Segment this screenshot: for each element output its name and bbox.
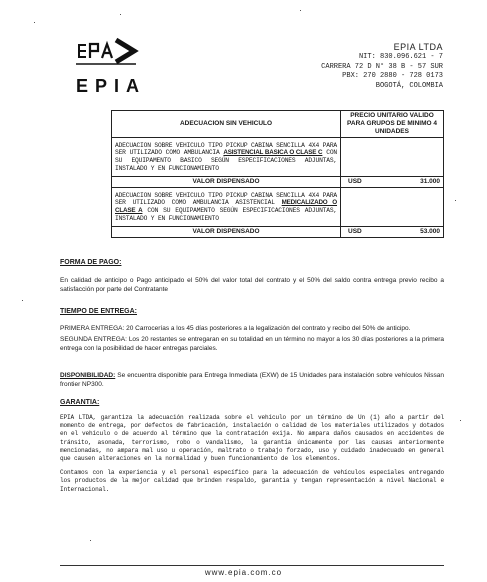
- scan-speck: [90, 540, 91, 541]
- warranty-closing: Contamos con la experiencia y el personal específico para la adecuación de vehículos especiales entregando los productos de la mejor calidad que brinden respaldo, garantía y tengan representación a nivel Nacional e Internacional.: [60, 469, 444, 493]
- table-header-precio: PRECIO UNITARIO VALIDO PARA GRUPOS DE MINIMO 4 UNIDADES: [341, 111, 444, 138]
- table-row: [112, 188, 444, 227]
- value-label: VALOR DISPENSADO: [112, 227, 341, 238]
- scan-speck: [460, 420, 461, 421]
- delivery-second: SEGUNDA ENTREGA: Los 20 restantes se entregaran en su totalidad en un término no mayor a los 30 días posteriores a la primera entrega con la posibilidad de hacer entregas parciales.: [60, 336, 444, 352]
- table-row: [112, 177, 444, 188]
- company-name: EPIA LTDA: [393, 42, 443, 52]
- footer-website: www.epia.com.co: [204, 568, 283, 577]
- availability-text: Se encuentra disponible para Entrega Inmediata (EXW) de 15 Unidades para instalación sobre vehículos Nissan frontier NP300.: [60, 372, 444, 388]
- row-description: ADECUACION SOBRE VEHICULO TIPO PICKUP CABINA SENCILLA 4X4 PARA SER UTILIZADO COMO AMBULANCIA ASISTENCIAL BASICA O CLASE C CON SU EQUIPAMENTO BASICO SEGÚN ESPECIFICACIONES ADJUNTAS, INSTALADO Y EN FUNCIONAMIENTO: [112, 138, 341, 177]
- company-city: BOGOTÁ, COLOMBIA: [375, 81, 443, 90]
- company-address: CARRERA 72 D N° 38 B - 57 SUR: [321, 62, 443, 71]
- quote-table: [111, 110, 444, 238]
- delivery-section: [60, 307, 444, 353]
- company-phone: PBX: 270 2880 - 728 0173: [342, 72, 443, 80]
- warranty-section: [60, 398, 444, 494]
- row-emphasis: ASISTENCIAL BASICA O CLASE C: [223, 149, 323, 157]
- delivery-heading: TIEMPO DE ENTREGA:: [60, 308, 138, 315]
- table-header-row: [112, 111, 444, 138]
- row-emphasis: MEDICALIZADO O CLASE A: [115, 199, 338, 214]
- table-row: [112, 138, 444, 177]
- value-amount: USD 53.000: [341, 227, 444, 238]
- table-row: [112, 227, 444, 238]
- payment-text: En calidad de anticipo o Pago anticipado el 50% del valor total del contrato y el 50% del saldo contra entrega previo recibo a satisfacción por parte del Contratante: [60, 277, 444, 293]
- scan-speck: [22, 300, 23, 301]
- footer-divider: [60, 565, 444, 566]
- company-nit: NIT: 830.096.621 - 7: [358, 53, 443, 61]
- scan-speck: [300, 10, 301, 11]
- table-header-adecuacion: ADECUACION SIN VEHICULO: [112, 111, 341, 138]
- logo-wordmark: EPIA: [76, 76, 147, 96]
- warranty-heading: GARANTIA:: [60, 399, 100, 406]
- value-amount: USD 31.000: [341, 177, 444, 188]
- availability-section: [60, 371, 444, 389]
- scan-speck: [34, 22, 35, 23]
- payment-section: [60, 258, 444, 294]
- delivery-first: PRIMERA ENTREGA: 20 Carrocerías a los 45 días posteriores a la legalización del contrato y recibo del 50% de anticipo.: [60, 325, 411, 332]
- warranty-text: EPIA LTDA, garantiza la adecuación realizada sobre el vehículo por un término de Un (1) año a partir del momento de entrega, por defectos de fabricación, instalación o calidad de los materiales utilizados y dotados en el vehículo o de acuerdo al término que la contratación exija. No ampara daños causados en accidentes de tránsito, asonada, terrorismo, robo o vandalismo, la garantía únicamente por las causas anteriormente mencionadas, no ampara mal uso u operación, maltrato o trabajo forzado, uso y cuidado inadecuado en general que causen alteraciones en la normalidad y buen funcionamiento de los elementos.: [60, 414, 444, 463]
- scan-speck: [455, 200, 456, 201]
- payment-heading: FORMA DE PAGO:: [60, 259, 122, 266]
- company-info: [321, 42, 443, 91]
- scan-speck: [120, 14, 121, 15]
- row-description: ADECUACION SOBRE VEHICULO TIPO PICKUP CABINA SENCILLA 4X4 PARA SER UTILIZADO COMO AMBULANCIA ASISTENCIAL MEDICALIZADO O CLASE A CON SU EQUIPAMENTO SEGÚN ESPECIFICACIONES ADJUNTAS, INSTALADO Y EN FUNCIONAMIENTO: [112, 188, 341, 227]
- availability-heading: DISPONIBILIDAD:: [60, 372, 116, 379]
- row-price-cell: [341, 188, 444, 227]
- row-price-cell: [341, 138, 444, 177]
- value-label: VALOR DISPENSADO: [112, 177, 341, 188]
